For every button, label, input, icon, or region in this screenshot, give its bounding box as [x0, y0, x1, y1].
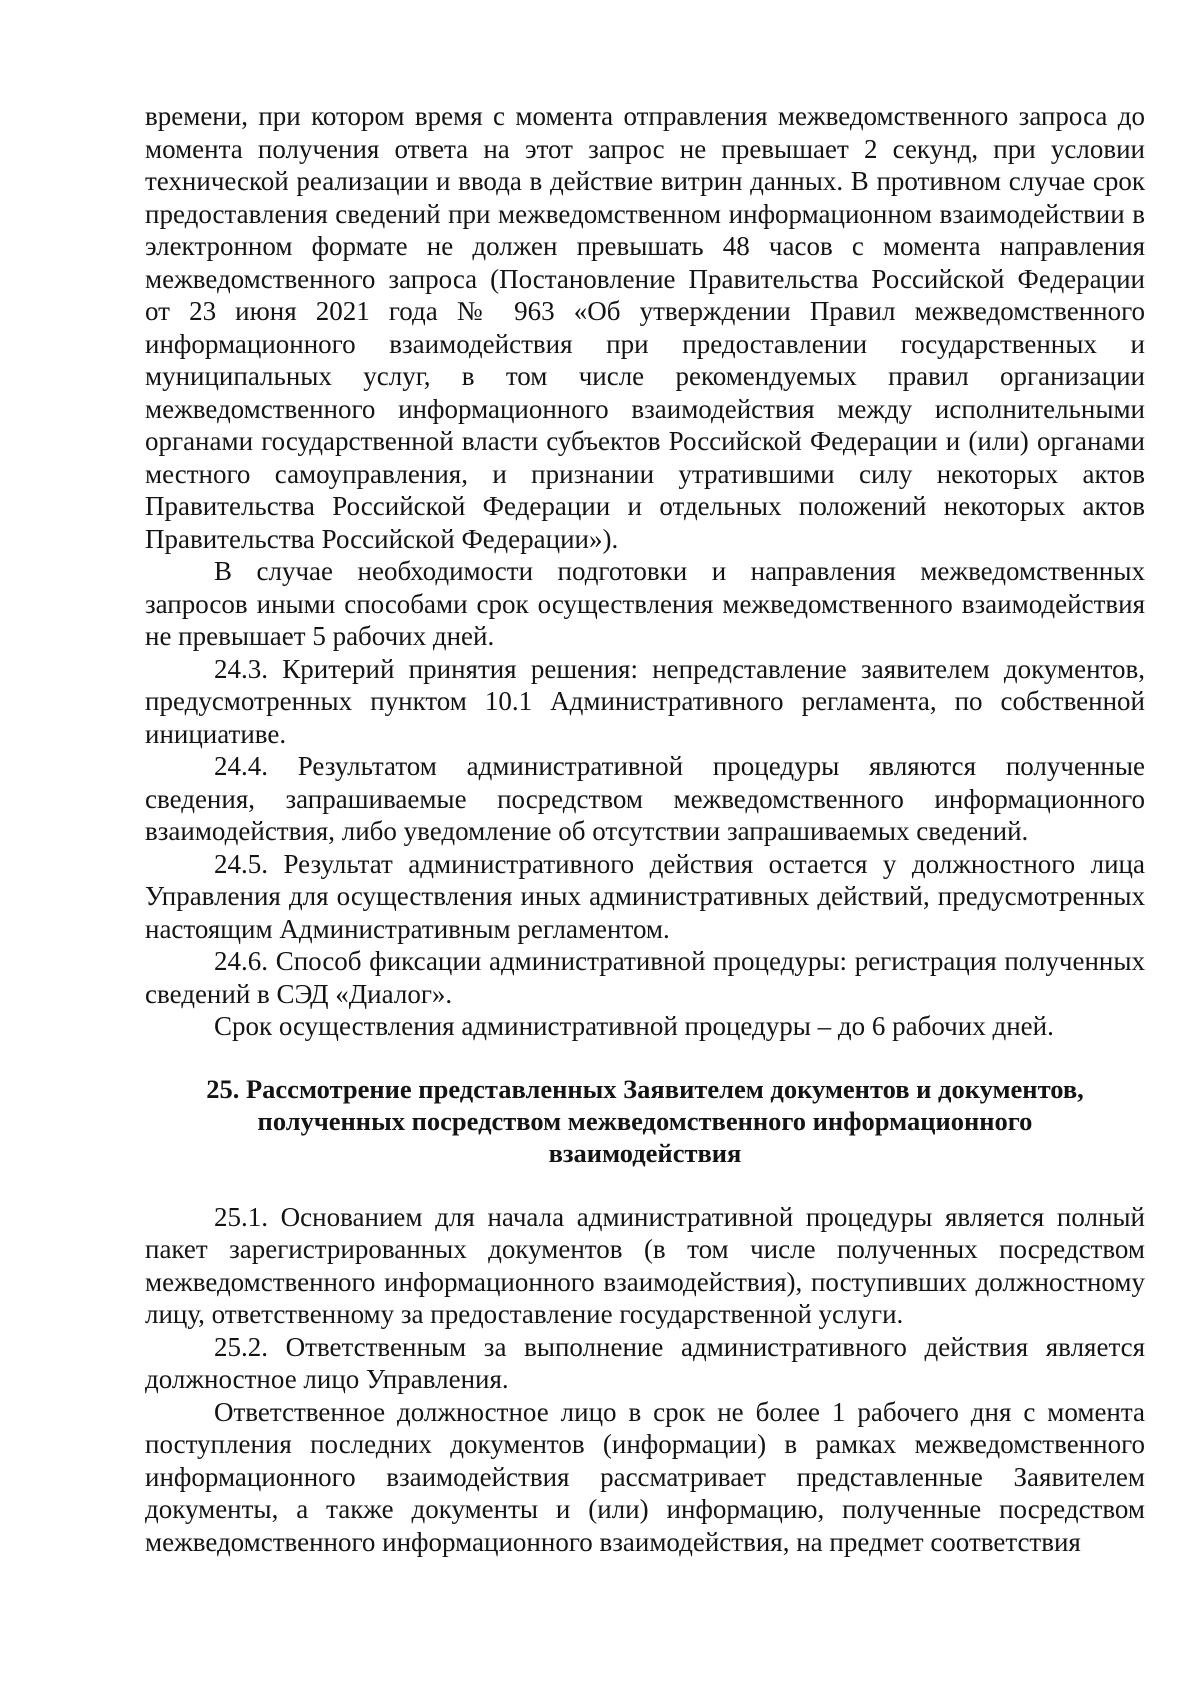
document-page — [145, 100, 1145, 1558]
paragraph-other-methods-term: В случае необходимости подготовки и направления межведомственных запросов иными способами срок осуществления межведомственного взаимодействия не превышает 5 рабочих дней. — [145, 556, 1145, 651]
paragraph-interagency-response-time: времени, при котором время с момента отправления межведомственного запроса до момента получения ответа на этот запрос не превышает 2 секунд, при условии технической реализации и ввода в действие витрин данных. В противном случае срок предоставления сведений при межведомственном информационном взаимодействии в электронном формате не должен превышать 48 часов с момента направления межведомственного запроса (Постановление Правительства Российской Федерации от 23 июня 2021 года № 963 «Об утверждении Правил межведомственного информационного взаимодействия при предоставлении государственных и муниципальных услуг, в том числе рекомендуемых правил организации межведомственного информационного взаимодействия между исполнительными органами государственной власти субъектов Российской Федерации и (или) органами местного самоуправления, и признании утратившими силу некоторых актов Правительства Российской Федерации и отдельных положений некоторых актов Правительства Российской Федерации»). — [145, 101, 1145, 554]
paragraph-24-3: 24.3. Критерий принятия решения: непредставление заявителем документов, предусмотренных пунктом 10.1 Административного регламента, по собственной инициативе. — [145, 653, 1145, 749]
section-heading-25: 25. Рассмотрение представленных Заявителем документов и документов, полученных посредством межведомственного информационного взаимодействия — [206, 1073, 1084, 1168]
paragraph-procedure-term: Срок осуществления административной процедуры – до 6 рабочих дней. — [214, 1011, 1054, 1041]
paragraph-responsible-official: Ответственное должностное лицо в срок не более 1 рабочего дня с момента поступления последних документов (информации) в рамках межведомственного информационного взаимодействия рассматривает представленные Заявителем документы, а также документы и (или) информацию, полученные посредством межведомственного информационного взаимодействия, на предмет соответствия — [145, 1396, 1145, 1557]
paragraph-25-2: 25.2. Ответственным за выполнение административного действия является должностное лицо Управления. — [145, 1331, 1145, 1394]
paragraph-24-5: 24.5. Результат административного действия остается у должностного лица Управления для осуществления иных административных действий, предусмотренных настоящим Административным регламентом. — [145, 848, 1145, 944]
paragraph-25-1: 25.1. Основанием для начала административной процедуры является полный пакет зарегистрированных документов (в том числе полученных посредством межведомственного информационного взаимодействия), поступивших должностному лицу, ответственному за предоставление государственной услуги. — [145, 1201, 1145, 1329]
paragraph-24-6: 24.6. Способ фиксации административной процедуры: регистрация полученных сведений в СЭД «Диалог». — [145, 946, 1145, 1009]
paragraph-24-4: 24.4. Результатом административной процедуры являются полученные сведения, запрашиваемые посредством межведомственного информационного взаимодействия, либо уведомление об отсутствии запрашиваемых сведений. — [145, 751, 1145, 846]
